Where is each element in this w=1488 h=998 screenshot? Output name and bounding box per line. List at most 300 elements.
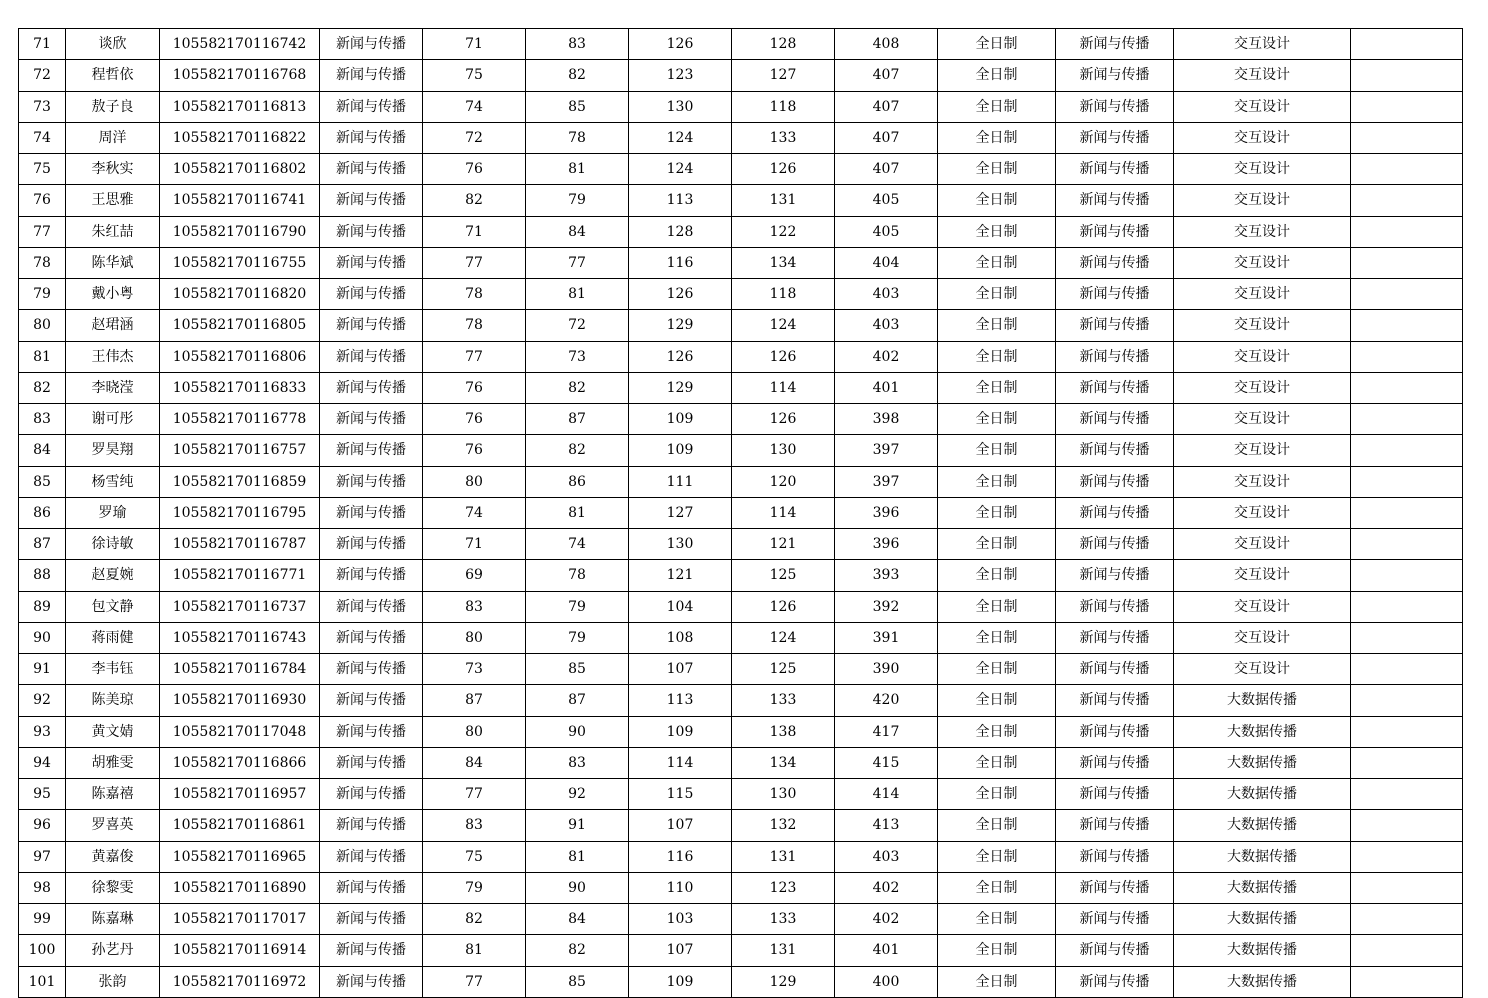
exam-id-cell: 105582170116784: [160, 654, 320, 685]
research-direction-cell: 交互设计: [1174, 154, 1351, 185]
rank-cell: 80: [19, 310, 66, 341]
english-score-cell: 81: [526, 154, 629, 185]
admitted-major-cell: 新闻与传播: [1056, 529, 1174, 560]
subject2-score-cell: 121: [732, 529, 835, 560]
name-cell: 陈华斌: [66, 247, 160, 278]
table-row: [19, 154, 1463, 185]
study-mode-cell: 全日制: [938, 779, 1056, 810]
research-direction-cell: 大数据传播: [1174, 966, 1351, 997]
exam-id-cell: 105582170116805: [160, 310, 320, 341]
politics-score-cell: 74: [423, 91, 526, 122]
research-direction-cell: 交互设计: [1174, 404, 1351, 435]
research-direction-cell: 交互设计: [1174, 622, 1351, 653]
admitted-major-cell: 新闻与传播: [1056, 91, 1174, 122]
applied-major-cell: 新闻与传播: [320, 685, 423, 716]
admitted-major-cell: 新闻与传播: [1056, 716, 1174, 747]
exam-id-cell: 105582170116737: [160, 591, 320, 622]
table-row: [19, 591, 1463, 622]
subject2-score-cell: 133: [732, 685, 835, 716]
name-cell: 王思雅: [66, 185, 160, 216]
subject1-score-cell: 109: [629, 966, 732, 997]
exam-id-cell: 105582170116771: [160, 560, 320, 591]
subject1-score-cell: 111: [629, 466, 732, 497]
name-cell: 孙艺丹: [66, 935, 160, 966]
table-body: [19, 29, 1463, 998]
politics-score-cell: 82: [423, 904, 526, 935]
name-cell: 罗瑜: [66, 497, 160, 528]
english-score-cell: 86: [526, 466, 629, 497]
applied-major-cell: 新闻与传播: [320, 904, 423, 935]
exam-id-cell: 105582170116914: [160, 935, 320, 966]
admitted-major-cell: 新闻与传播: [1056, 966, 1174, 997]
english-score-cell: 81: [526, 497, 629, 528]
subject1-score-cell: 128: [629, 216, 732, 247]
applied-major-cell: 新闻与传播: [320, 529, 423, 560]
total-score-cell: 404: [835, 247, 938, 278]
research-direction-cell: 交互设计: [1174, 310, 1351, 341]
research-direction-cell: 交互设计: [1174, 497, 1351, 528]
subject1-score-cell: 113: [629, 185, 732, 216]
research-direction-cell: 交互设计: [1174, 122, 1351, 153]
admitted-major-cell: 新闻与传播: [1056, 466, 1174, 497]
politics-score-cell: 75: [423, 60, 526, 91]
subject1-score-cell: 109: [629, 435, 732, 466]
table-row: [19, 622, 1463, 653]
table-row: [19, 904, 1463, 935]
rank-cell: 94: [19, 747, 66, 778]
remarks-cell: [1351, 247, 1463, 278]
politics-score-cell: 87: [423, 685, 526, 716]
applied-major-cell: 新闻与传播: [320, 872, 423, 903]
exam-id-cell: 105582170116822: [160, 122, 320, 153]
english-score-cell: 79: [526, 185, 629, 216]
admitted-major-cell: 新闻与传播: [1056, 935, 1174, 966]
research-direction-cell: 交互设计: [1174, 60, 1351, 91]
english-score-cell: 84: [526, 904, 629, 935]
english-score-cell: 85: [526, 966, 629, 997]
total-score-cell: 397: [835, 435, 938, 466]
research-direction-cell: 大数据传播: [1174, 841, 1351, 872]
name-cell: 罗喜英: [66, 810, 160, 841]
subject2-score-cell: 134: [732, 747, 835, 778]
politics-score-cell: 71: [423, 216, 526, 247]
total-score-cell: 397: [835, 466, 938, 497]
politics-score-cell: 80: [423, 466, 526, 497]
remarks-cell: [1351, 60, 1463, 91]
table-row: [19, 560, 1463, 591]
rank-cell: 82: [19, 372, 66, 403]
admitted-major-cell: 新闻与传播: [1056, 185, 1174, 216]
subject2-score-cell: 133: [732, 904, 835, 935]
remarks-cell: [1351, 872, 1463, 903]
english-score-cell: 78: [526, 122, 629, 153]
exam-id-cell: 105582170116742: [160, 29, 320, 60]
exam-id-cell: 105582170116787: [160, 529, 320, 560]
study-mode-cell: 全日制: [938, 685, 1056, 716]
research-direction-cell: 大数据传播: [1174, 747, 1351, 778]
research-direction-cell: 大数据传播: [1174, 779, 1351, 810]
table-row: [19, 529, 1463, 560]
applied-major-cell: 新闻与传播: [320, 779, 423, 810]
applied-major-cell: 新闻与传播: [320, 216, 423, 247]
total-score-cell: 414: [835, 779, 938, 810]
applied-major-cell: 新闻与传播: [320, 185, 423, 216]
politics-score-cell: 81: [423, 935, 526, 966]
remarks-cell: [1351, 529, 1463, 560]
subject2-score-cell: 126: [732, 154, 835, 185]
applied-major-cell: 新闻与传播: [320, 747, 423, 778]
admission-score-table: [18, 28, 1463, 998]
rank-cell: 100: [19, 935, 66, 966]
name-cell: 赵夏婉: [66, 560, 160, 591]
rank-cell: 96: [19, 810, 66, 841]
admitted-major-cell: 新闻与传播: [1056, 591, 1174, 622]
name-cell: 杨雪纯: [66, 466, 160, 497]
research-direction-cell: 交互设计: [1174, 560, 1351, 591]
subject1-score-cell: 116: [629, 247, 732, 278]
english-score-cell: 85: [526, 654, 629, 685]
exam-id-cell: 105582170117048: [160, 716, 320, 747]
research-direction-cell: 交互设计: [1174, 29, 1351, 60]
table-row: [19, 341, 1463, 372]
admitted-major-cell: 新闻与传播: [1056, 404, 1174, 435]
subject1-score-cell: 129: [629, 310, 732, 341]
english-score-cell: 83: [526, 29, 629, 60]
research-direction-cell: 大数据传播: [1174, 810, 1351, 841]
politics-score-cell: 69: [423, 560, 526, 591]
research-direction-cell: 交互设计: [1174, 529, 1351, 560]
total-score-cell: 393: [835, 560, 938, 591]
rank-cell: 90: [19, 622, 66, 653]
name-cell: 王伟杰: [66, 341, 160, 372]
total-score-cell: 407: [835, 60, 938, 91]
politics-score-cell: 77: [423, 341, 526, 372]
table-row: [19, 466, 1463, 497]
english-score-cell: 82: [526, 435, 629, 466]
subject1-score-cell: 108: [629, 622, 732, 653]
exam-id-cell: 105582170116813: [160, 91, 320, 122]
applied-major-cell: 新闻与传播: [320, 466, 423, 497]
table-row: [19, 372, 1463, 403]
politics-score-cell: 77: [423, 966, 526, 997]
study-mode-cell: 全日制: [938, 810, 1056, 841]
research-direction-cell: 交互设计: [1174, 591, 1351, 622]
rank-cell: 89: [19, 591, 66, 622]
research-direction-cell: 大数据传播: [1174, 716, 1351, 747]
name-cell: 陈美琼: [66, 685, 160, 716]
rank-cell: 77: [19, 216, 66, 247]
admitted-major-cell: 新闻与传播: [1056, 622, 1174, 653]
research-direction-cell: 交互设计: [1174, 372, 1351, 403]
rank-cell: 95: [19, 779, 66, 810]
subject1-score-cell: 113: [629, 685, 732, 716]
exam-id-cell: 105582170116755: [160, 247, 320, 278]
name-cell: 黄文婧: [66, 716, 160, 747]
admitted-major-cell: 新闻与传播: [1056, 247, 1174, 278]
remarks-cell: [1351, 497, 1463, 528]
subject2-score-cell: 125: [732, 654, 835, 685]
table-row: [19, 279, 1463, 310]
subject1-score-cell: 124: [629, 122, 732, 153]
english-score-cell: 77: [526, 247, 629, 278]
total-score-cell: 403: [835, 279, 938, 310]
study-mode-cell: 全日制: [938, 60, 1056, 91]
table-row: [19, 810, 1463, 841]
table-row: [19, 29, 1463, 60]
rank-cell: 72: [19, 60, 66, 91]
applied-major-cell: 新闻与传播: [320, 654, 423, 685]
remarks-cell: [1351, 404, 1463, 435]
exam-id-cell: 105582170116778: [160, 404, 320, 435]
rank-cell: 71: [19, 29, 66, 60]
research-direction-cell: 交互设计: [1174, 341, 1351, 372]
name-cell: 谢可彤: [66, 404, 160, 435]
subject1-score-cell: 114: [629, 747, 732, 778]
study-mode-cell: 全日制: [938, 247, 1056, 278]
applied-major-cell: 新闻与传播: [320, 29, 423, 60]
table-row: [19, 747, 1463, 778]
research-direction-cell: 交互设计: [1174, 654, 1351, 685]
remarks-cell: [1351, 935, 1463, 966]
study-mode-cell: 全日制: [938, 747, 1056, 778]
english-score-cell: 87: [526, 685, 629, 716]
study-mode-cell: 全日制: [938, 435, 1056, 466]
subject2-score-cell: 123: [732, 872, 835, 903]
admitted-major-cell: 新闻与传播: [1056, 779, 1174, 810]
subject1-score-cell: 107: [629, 935, 732, 966]
english-score-cell: 79: [526, 622, 629, 653]
applied-major-cell: 新闻与传播: [320, 966, 423, 997]
name-cell: 黄嘉俊: [66, 841, 160, 872]
subject1-score-cell: 116: [629, 841, 732, 872]
remarks-cell: [1351, 966, 1463, 997]
subject2-score-cell: 118: [732, 279, 835, 310]
table-row: [19, 716, 1463, 747]
total-score-cell: 402: [835, 904, 938, 935]
subject1-score-cell: 110: [629, 872, 732, 903]
politics-score-cell: 78: [423, 310, 526, 341]
subject2-score-cell: 124: [732, 310, 835, 341]
table-row: [19, 91, 1463, 122]
study-mode-cell: 全日制: [938, 404, 1056, 435]
rank-cell: 74: [19, 122, 66, 153]
study-mode-cell: 全日制: [938, 560, 1056, 591]
rank-cell: 101: [19, 966, 66, 997]
study-mode-cell: 全日制: [938, 466, 1056, 497]
study-mode-cell: 全日制: [938, 872, 1056, 903]
research-direction-cell: 交互设计: [1174, 466, 1351, 497]
applied-major-cell: 新闻与传播: [320, 279, 423, 310]
study-mode-cell: 全日制: [938, 935, 1056, 966]
politics-score-cell: 73: [423, 654, 526, 685]
exam-id-cell: 105582170116806: [160, 341, 320, 372]
subject2-score-cell: 118: [732, 91, 835, 122]
applied-major-cell: 新闻与传播: [320, 404, 423, 435]
applied-major-cell: 新闻与传播: [320, 91, 423, 122]
remarks-cell: [1351, 841, 1463, 872]
politics-score-cell: 84: [423, 747, 526, 778]
admitted-major-cell: 新闻与传播: [1056, 29, 1174, 60]
remarks-cell: [1351, 29, 1463, 60]
politics-score-cell: 80: [423, 622, 526, 653]
total-score-cell: 401: [835, 935, 938, 966]
study-mode-cell: 全日制: [938, 497, 1056, 528]
score-sheet: [18, 28, 1463, 998]
remarks-cell: [1351, 435, 1463, 466]
admitted-major-cell: 新闻与传播: [1056, 654, 1174, 685]
subject1-score-cell: 126: [629, 279, 732, 310]
remarks-cell: [1351, 904, 1463, 935]
rank-cell: 93: [19, 716, 66, 747]
name-cell: 程哲依: [66, 60, 160, 91]
remarks-cell: [1351, 685, 1463, 716]
english-score-cell: 84: [526, 216, 629, 247]
table-row: [19, 497, 1463, 528]
english-score-cell: 87: [526, 404, 629, 435]
subject2-score-cell: 114: [732, 497, 835, 528]
study-mode-cell: 全日制: [938, 654, 1056, 685]
exam-id-cell: 105582170116802: [160, 154, 320, 185]
remarks-cell: [1351, 154, 1463, 185]
total-score-cell: 400: [835, 966, 938, 997]
total-score-cell: 402: [835, 341, 938, 372]
remarks-cell: [1351, 279, 1463, 310]
total-score-cell: 420: [835, 685, 938, 716]
exam-id-cell: 105582170116795: [160, 497, 320, 528]
total-score-cell: 396: [835, 497, 938, 528]
remarks-cell: [1351, 466, 1463, 497]
remarks-cell: [1351, 622, 1463, 653]
rank-cell: 75: [19, 154, 66, 185]
research-direction-cell: 交互设计: [1174, 279, 1351, 310]
remarks-cell: [1351, 216, 1463, 247]
politics-score-cell: 76: [423, 372, 526, 403]
applied-major-cell: 新闻与传播: [320, 810, 423, 841]
subject2-score-cell: 126: [732, 404, 835, 435]
study-mode-cell: 全日制: [938, 154, 1056, 185]
table-row: [19, 216, 1463, 247]
admitted-major-cell: 新闻与传播: [1056, 341, 1174, 372]
subject1-score-cell: 115: [629, 779, 732, 810]
admitted-major-cell: 新闻与传播: [1056, 60, 1174, 91]
admitted-major-cell: 新闻与传播: [1056, 279, 1174, 310]
english-score-cell: 91: [526, 810, 629, 841]
applied-major-cell: 新闻与传播: [320, 591, 423, 622]
english-score-cell: 90: [526, 716, 629, 747]
total-score-cell: 417: [835, 716, 938, 747]
table-row: [19, 685, 1463, 716]
study-mode-cell: 全日制: [938, 716, 1056, 747]
subject2-score-cell: 131: [732, 841, 835, 872]
total-score-cell: 391: [835, 622, 938, 653]
politics-score-cell: 76: [423, 435, 526, 466]
name-cell: 谈欣: [66, 29, 160, 60]
english-score-cell: 82: [526, 60, 629, 91]
name-cell: 蒋雨健: [66, 622, 160, 653]
name-cell: 徐黎雯: [66, 872, 160, 903]
english-score-cell: 83: [526, 747, 629, 778]
politics-score-cell: 77: [423, 779, 526, 810]
study-mode-cell: 全日制: [938, 966, 1056, 997]
rank-cell: 97: [19, 841, 66, 872]
study-mode-cell: 全日制: [938, 185, 1056, 216]
english-score-cell: 90: [526, 872, 629, 903]
research-direction-cell: 交互设计: [1174, 216, 1351, 247]
politics-score-cell: 74: [423, 497, 526, 528]
rank-cell: 87: [19, 529, 66, 560]
name-cell: 敖子良: [66, 91, 160, 122]
admitted-major-cell: 新闻与传播: [1056, 810, 1174, 841]
admitted-major-cell: 新闻与传播: [1056, 435, 1174, 466]
applied-major-cell: 新闻与传播: [320, 122, 423, 153]
study-mode-cell: 全日制: [938, 622, 1056, 653]
total-score-cell: 413: [835, 810, 938, 841]
subject1-score-cell: 121: [629, 560, 732, 591]
subject1-score-cell: 107: [629, 810, 732, 841]
name-cell: 李晓滢: [66, 372, 160, 403]
study-mode-cell: 全日制: [938, 904, 1056, 935]
table-row: [19, 966, 1463, 997]
subject2-score-cell: 122: [732, 216, 835, 247]
study-mode-cell: 全日制: [938, 122, 1056, 153]
name-cell: 胡雅雯: [66, 747, 160, 778]
politics-score-cell: 77: [423, 247, 526, 278]
applied-major-cell: 新闻与传播: [320, 560, 423, 591]
subject1-score-cell: 124: [629, 154, 732, 185]
name-cell: 周洋: [66, 122, 160, 153]
remarks-cell: [1351, 654, 1463, 685]
english-score-cell: 73: [526, 341, 629, 372]
total-score-cell: 405: [835, 216, 938, 247]
name-cell: 张韵: [66, 966, 160, 997]
politics-score-cell: 82: [423, 185, 526, 216]
subject2-score-cell: 129: [732, 966, 835, 997]
name-cell: 李韦钰: [66, 654, 160, 685]
politics-score-cell: 71: [423, 29, 526, 60]
subject2-score-cell: 128: [732, 29, 835, 60]
rank-cell: 99: [19, 904, 66, 935]
exam-id-cell: 105582170116768: [160, 60, 320, 91]
table-row: [19, 247, 1463, 278]
rank-cell: 76: [19, 185, 66, 216]
subject1-score-cell: 126: [629, 341, 732, 372]
study-mode-cell: 全日制: [938, 310, 1056, 341]
study-mode-cell: 全日制: [938, 216, 1056, 247]
rank-cell: 85: [19, 466, 66, 497]
subject2-score-cell: 133: [732, 122, 835, 153]
subject1-score-cell: 107: [629, 654, 732, 685]
admitted-major-cell: 新闻与传播: [1056, 904, 1174, 935]
exam-id-cell: 105582170116965: [160, 841, 320, 872]
name-cell: 陈嘉禧: [66, 779, 160, 810]
rank-cell: 84: [19, 435, 66, 466]
subject1-score-cell: 130: [629, 91, 732, 122]
rank-cell: 92: [19, 685, 66, 716]
english-score-cell: 82: [526, 372, 629, 403]
subject1-score-cell: 104: [629, 591, 732, 622]
rank-cell: 91: [19, 654, 66, 685]
study-mode-cell: 全日制: [938, 591, 1056, 622]
exam-id-cell: 105582170116866: [160, 747, 320, 778]
admitted-major-cell: 新闻与传播: [1056, 122, 1174, 153]
remarks-cell: [1351, 372, 1463, 403]
subject2-score-cell: 130: [732, 435, 835, 466]
subject2-score-cell: 126: [732, 341, 835, 372]
table-row: [19, 779, 1463, 810]
politics-score-cell: 83: [423, 810, 526, 841]
study-mode-cell: 全日制: [938, 841, 1056, 872]
rank-cell: 79: [19, 279, 66, 310]
